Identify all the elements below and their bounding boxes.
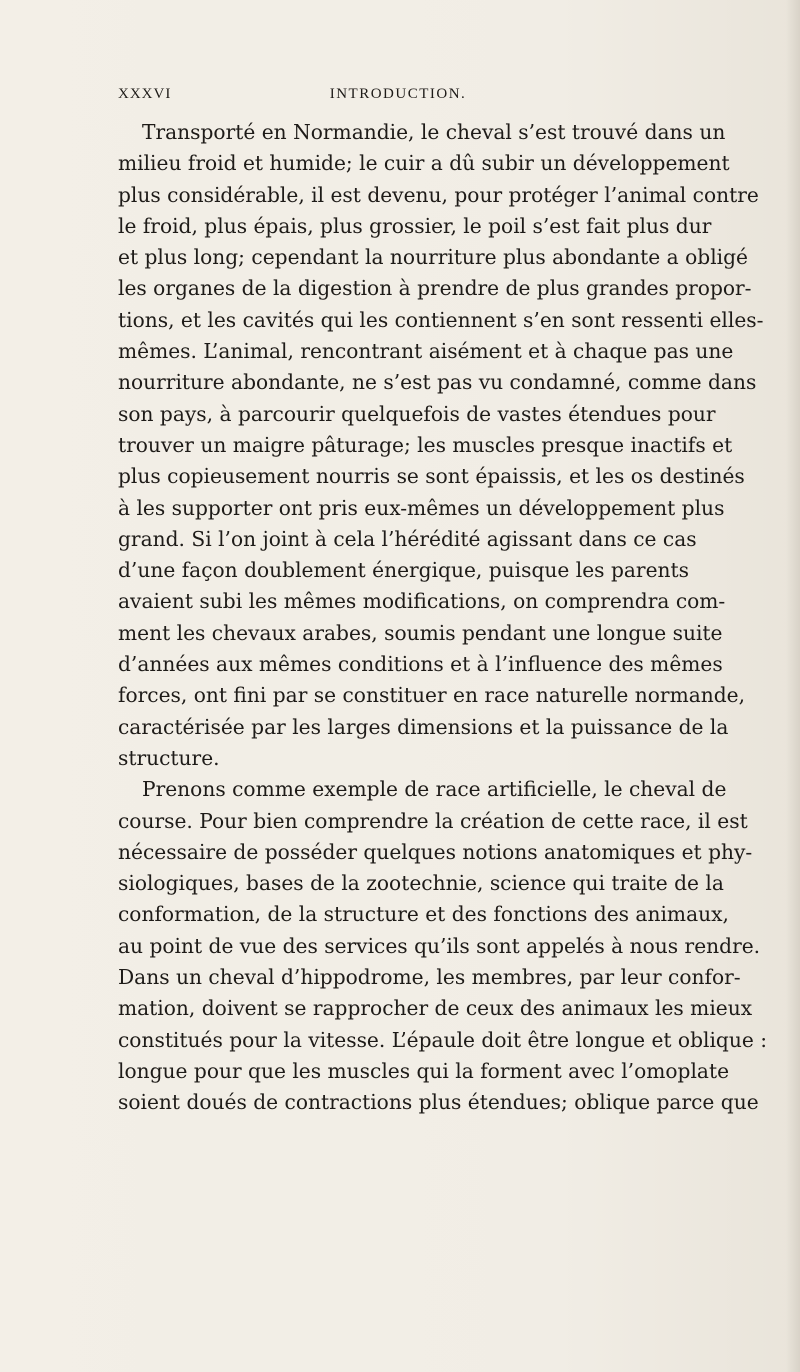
text-line: longue pour que les muscles qui la forment avec l’omoplate (118, 1058, 730, 1083)
page-header (118, 86, 678, 108)
text-line: le froid, plus épais, plus grossier, le poil s’est fait plus dur (118, 213, 712, 238)
page-edge-shadow (786, 0, 800, 1372)
paragraph-1 (118, 117, 764, 774)
text-line: grand. Si l’on joint à cela l’hérédité agissant dans ce cas (118, 526, 697, 551)
text-line: plus copieusement nourris se sont épaissis, et les os destinés (118, 464, 745, 489)
text-line: plus considérable, il est devenu, pour protéger l’animal contre (118, 182, 759, 207)
text-line: nourriture abondante, ne s’est pas vu condamné, comme dans (118, 370, 757, 395)
text-line: course. Pour bien comprendre la création de cette race, il est (118, 808, 748, 833)
text-line: Transporté en Normandie, le cheval s’est trouvé dans un (142, 120, 726, 144)
text-line: son pays, à parcourir quelquefois de vastes étendues pour (118, 401, 716, 426)
paragraph-2 (118, 774, 768, 1118)
text-line: d’une façon doublement énergique, puisque les parents (118, 558, 689, 583)
text-line: mêmes. L’animal, rencontrant aisément et à chaque pas une (118, 339, 734, 364)
text-line: siologiques, bases de la zootechnie, science qui traite de la (118, 871, 724, 896)
text-line: à les supporter ont pris eux-mêmes un développement plus (118, 495, 725, 520)
running-title: INTRODUCTION. (329, 86, 467, 102)
text-line: forces, ont fini par se constituer en race naturelle normande, (118, 683, 746, 708)
text-line: Prenons comme exemple de race artificielle, le cheval de (142, 777, 727, 802)
text-line: et plus long; cependant la nourriture plus abondante a obligé (118, 245, 748, 270)
text-line: constitués pour la vitesse. L’épaule doit être longue et oblique : (118, 1027, 768, 1052)
text-line: avaient subi les mêmes modifications, on comprendra com- (118, 589, 726, 614)
text-line: trouver un maigre pâturage; les muscles presque inactifs et (118, 432, 733, 457)
text-line: les organes de la digestion à prendre de plus grandes propor- (118, 276, 752, 301)
text-line: soient doués de contractions plus étendues; oblique parce que (118, 1090, 759, 1115)
text-line: d’années aux mêmes conditions et à l’influence des mêmes (118, 652, 723, 677)
page-number: XXXVI (118, 86, 172, 102)
text-line: Dans un cheval d’hippodrome, les membres, par leur confor- (118, 965, 741, 990)
text-line: conformation, de la structure et des fonctions des animaux, (118, 902, 729, 927)
text-line: mation, doivent se rapprocher de ceux des animaux les mieux (118, 996, 753, 1021)
text-line: structure. (118, 745, 220, 770)
text-line: tions, et les cavités qui les contiennent s’en sont ressenti elles- (118, 307, 764, 332)
text-line: caractérisée par les larges dimensions et la puissance de la (118, 714, 729, 739)
text-line: milieu froid et humide; le cuir a dû subir un développement (118, 151, 730, 176)
body-text (118, 117, 768, 1119)
text-line: au point de vue des services qu’ils sont appelés à nous rendre. (118, 933, 761, 958)
text-line: nécessaire de posséder quelques notions anatomiques et phy- (118, 839, 753, 864)
text-line: ment les chevaux arabes, soumis pendant une longue suite (118, 620, 723, 645)
